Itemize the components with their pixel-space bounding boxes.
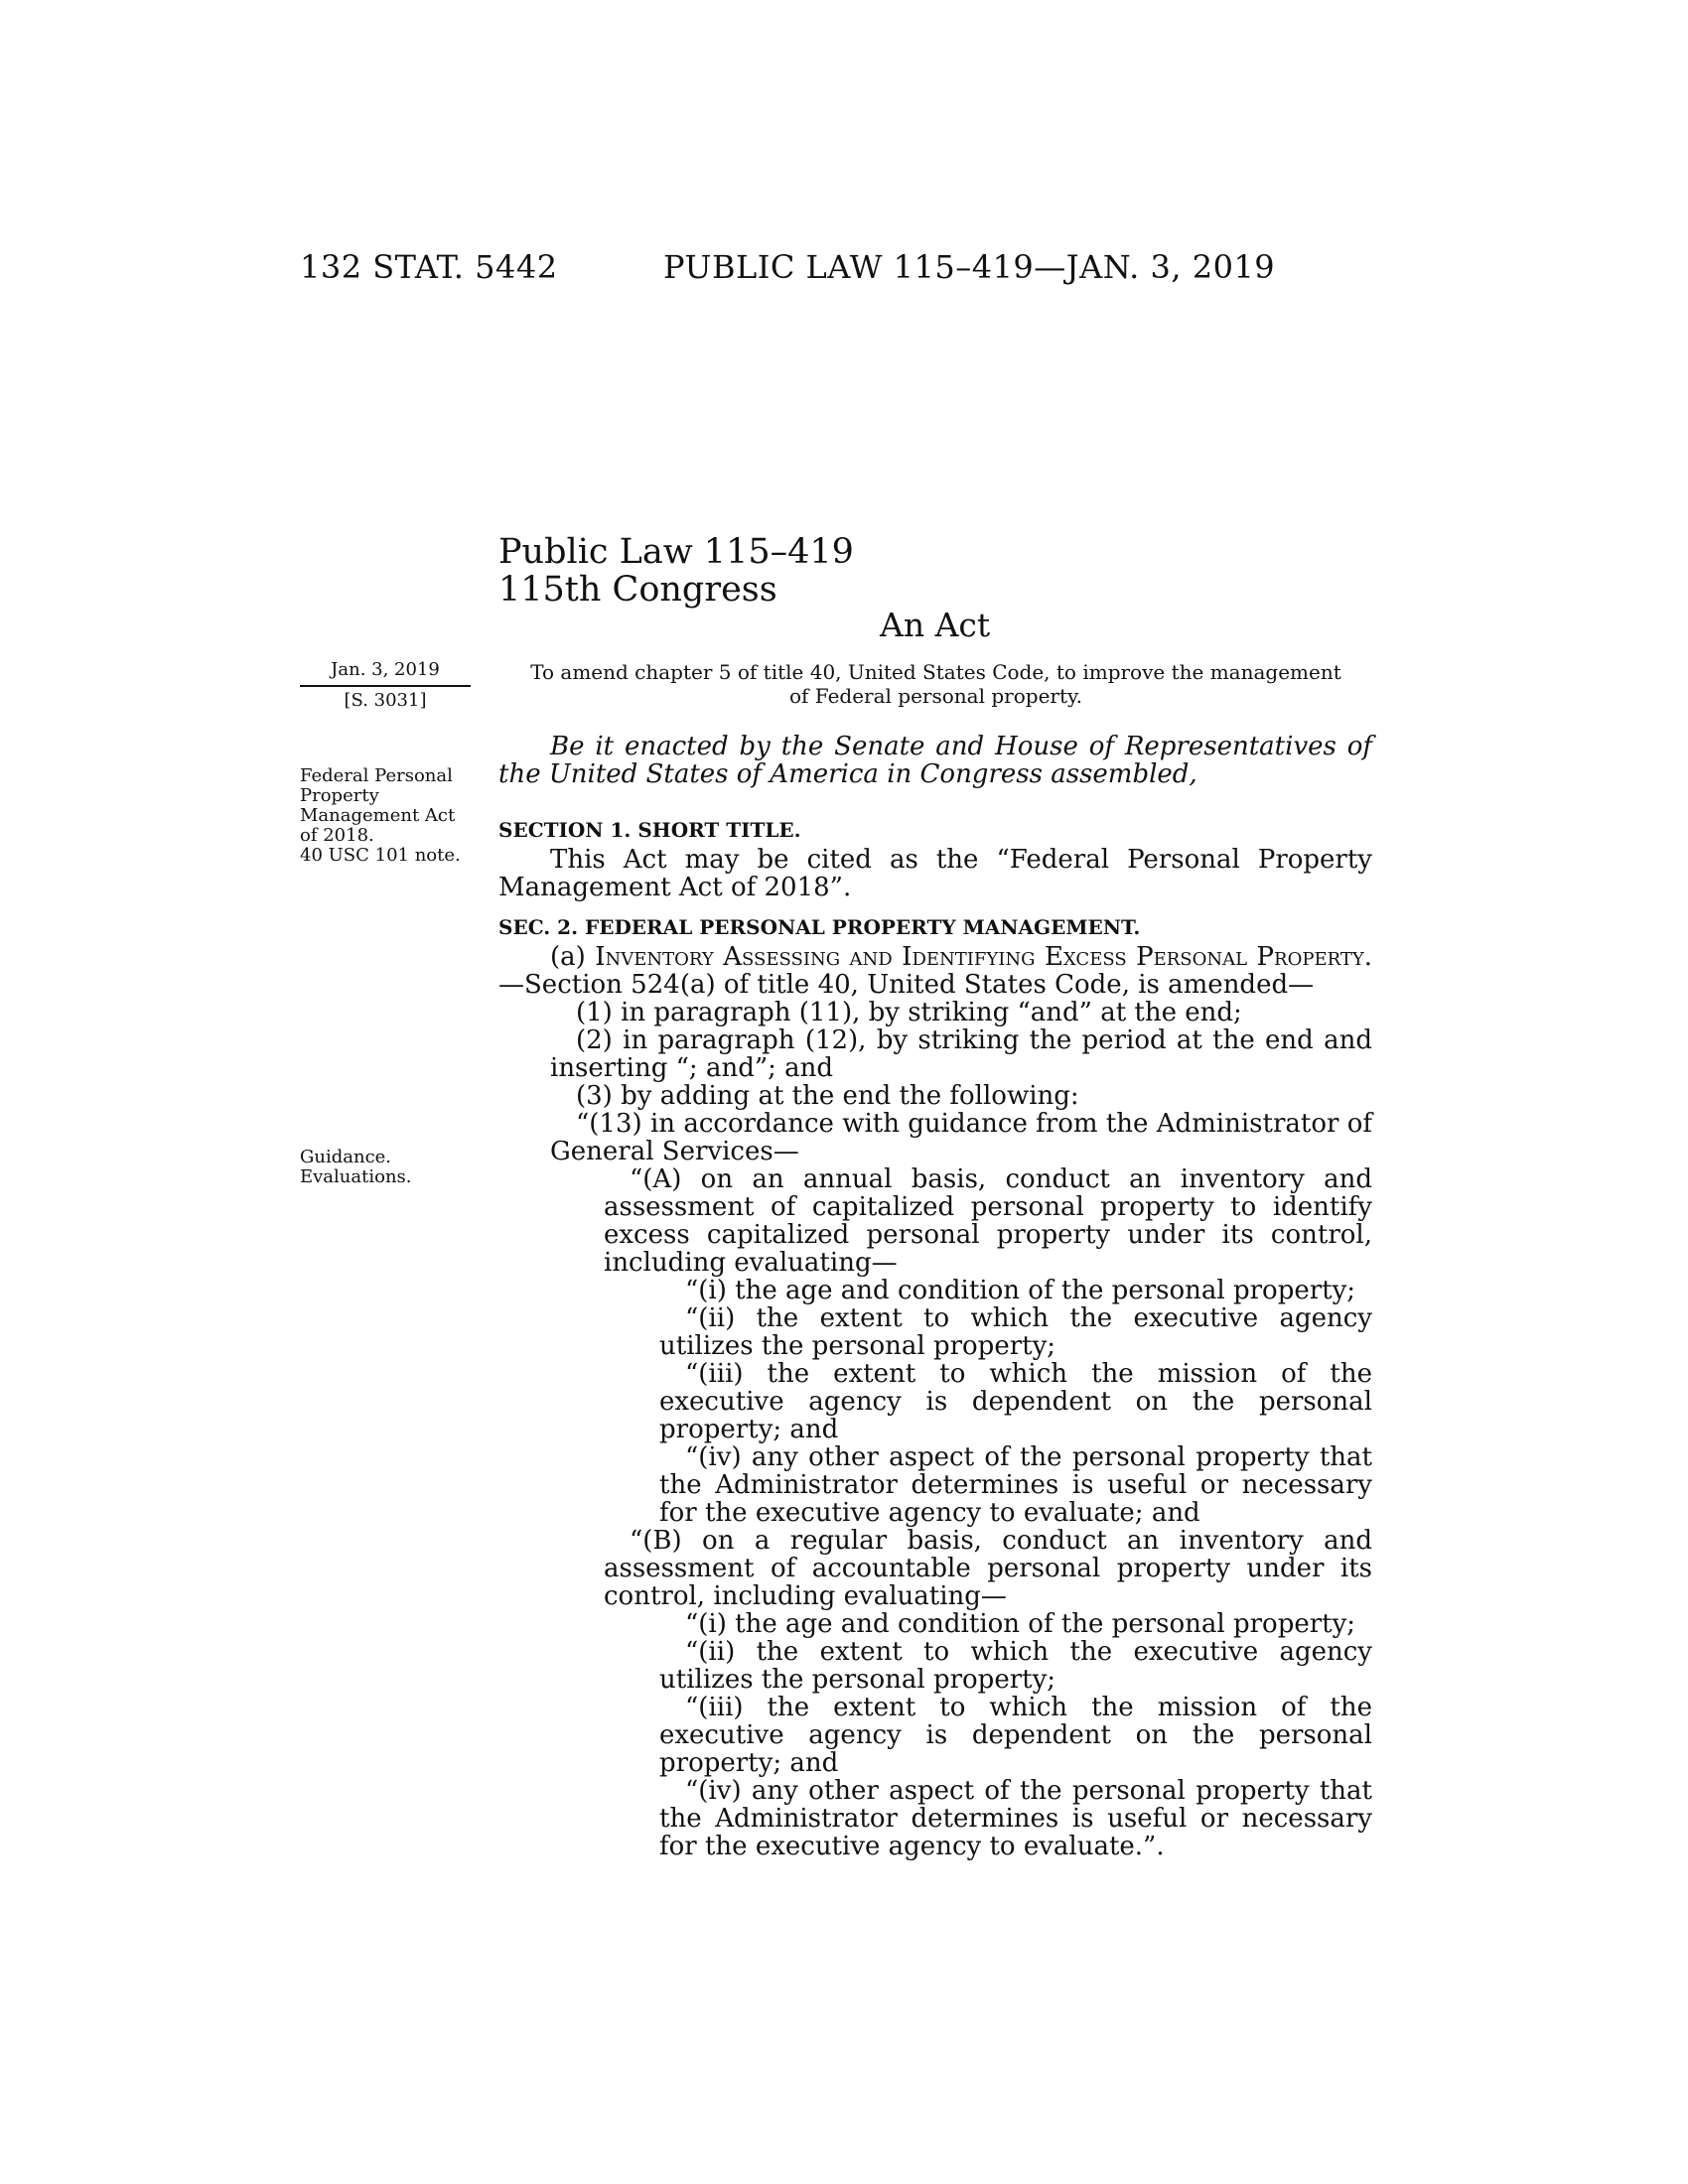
clause-b-iv: “(iv) any other aspect of the personal property that the Administrator determines is useful or necessary for the executive agency to evaluate.”. <box>659 1776 1372 1861</box>
clause-a-iii: “(iii) the extent to which the mission of the executive agency is dependent on the personal property; and <box>659 1359 1372 1444</box>
enacting-line: Be it enacted by the Senate and House of Representatives of <box>550 732 1372 761</box>
subsection-a-text: .—Section 524(a) of title 40, United States Code, is amended— <box>498 942 1372 1000</box>
section-2-body <box>498 943 1372 1860</box>
section-2-heading: SEC. 2. FEDERAL PERSONAL PROPERTY MANAGEMENT. <box>498 915 1141 939</box>
act-heading: An Act <box>880 606 991 644</box>
margin-divider <box>300 685 471 687</box>
enacting-line: the United States of America in Congress assembled, <box>498 759 1197 789</box>
statute-page-number: 132 STAT. 5442 <box>300 248 558 286</box>
bill-number: [S. 3031] <box>344 690 427 711</box>
clause-a-ii: “(ii) the extent to which the executive agency utilizes the personal property; <box>659 1303 1372 1361</box>
margin-short-title-note <box>300 766 471 866</box>
purpose-line: of Federal personal property. <box>789 684 1082 708</box>
paragraph-13: “(13) in accordance with guidance from the Administrator of General Services— <box>550 1109 1372 1166</box>
clause-a-iv: “(iv) any other aspect of the personal property that the Administrator determines is useful or necessary for the executive agency to evaluate; and <box>659 1442 1372 1528</box>
margin-note-line: 40 USC 101 note. <box>300 845 461 866</box>
margin-section-note <box>300 1148 471 1187</box>
subsection-a-heading: Inventory Assessing and Identifying Excess Personal Property <box>595 942 1364 972</box>
subsection-a-prefix: (a) <box>550 942 596 972</box>
subsection-a <box>498 943 1372 999</box>
act-purpose <box>526 660 1345 708</box>
paragraph-1: (1) in paragraph (11), by striking “and” at the end; <box>576 998 1242 1027</box>
purpose-line: To amend chapter 5 of title 40, United States Code, to improve the management <box>530 660 1341 684</box>
margin-note-line: Property <box>300 785 379 806</box>
enacting-clause <box>498 733 1372 788</box>
margin-note-line: Federal Personal <box>300 765 453 786</box>
section-1-text: This Act may be cited as the “Federal Personal Property Management Act of 2018”. <box>498 845 1372 902</box>
margin-note-line: Management Act <box>300 805 456 826</box>
congress-number: 115th Congress <box>498 570 777 610</box>
clause-b-i: “(i) the age and condition of the personal property; <box>685 1609 1356 1639</box>
margin-note-line: of 2018. <box>300 825 374 846</box>
running-head: PUBLIC LAW 115–419—JAN. 3, 2019 <box>663 248 1276 286</box>
paragraph-2: (2) in paragraph (12), by striking the period at the end and inserting “; and”; and <box>550 1025 1372 1083</box>
subparagraph-b: “(B) on a regular basis, conduct an inventory and assessment of accountable personal property under its control, including evaluating— <box>604 1526 1372 1611</box>
public-law-number: Public Law 115–419 <box>498 532 854 572</box>
clause-a-i: “(i) the age and condition of the personal property; <box>685 1276 1356 1305</box>
margin-date-block <box>300 660 471 711</box>
subparagraph-a: “(A) on an annual basis, conduct an inventory and assessment of capitalized personal property to identify excess capitalized personal property under its control, including evaluating— <box>604 1164 1372 1278</box>
clause-b-ii: “(ii) the extent to which the executive agency utilizes the personal property; <box>659 1637 1372 1695</box>
paragraph-3: (3) by adding at the end the following: <box>576 1081 1079 1111</box>
clause-b-iii: “(iii) the extent to which the mission of the executive agency is dependent on the personal property; and <box>659 1693 1372 1778</box>
margin-note-line: Guidance. <box>300 1147 392 1167</box>
margin-note-line: Evaluations. <box>300 1166 412 1187</box>
section-1-heading: SECTION 1. SHORT TITLE. <box>498 818 801 842</box>
enactment-date: Jan. 3, 2019 <box>331 659 440 680</box>
